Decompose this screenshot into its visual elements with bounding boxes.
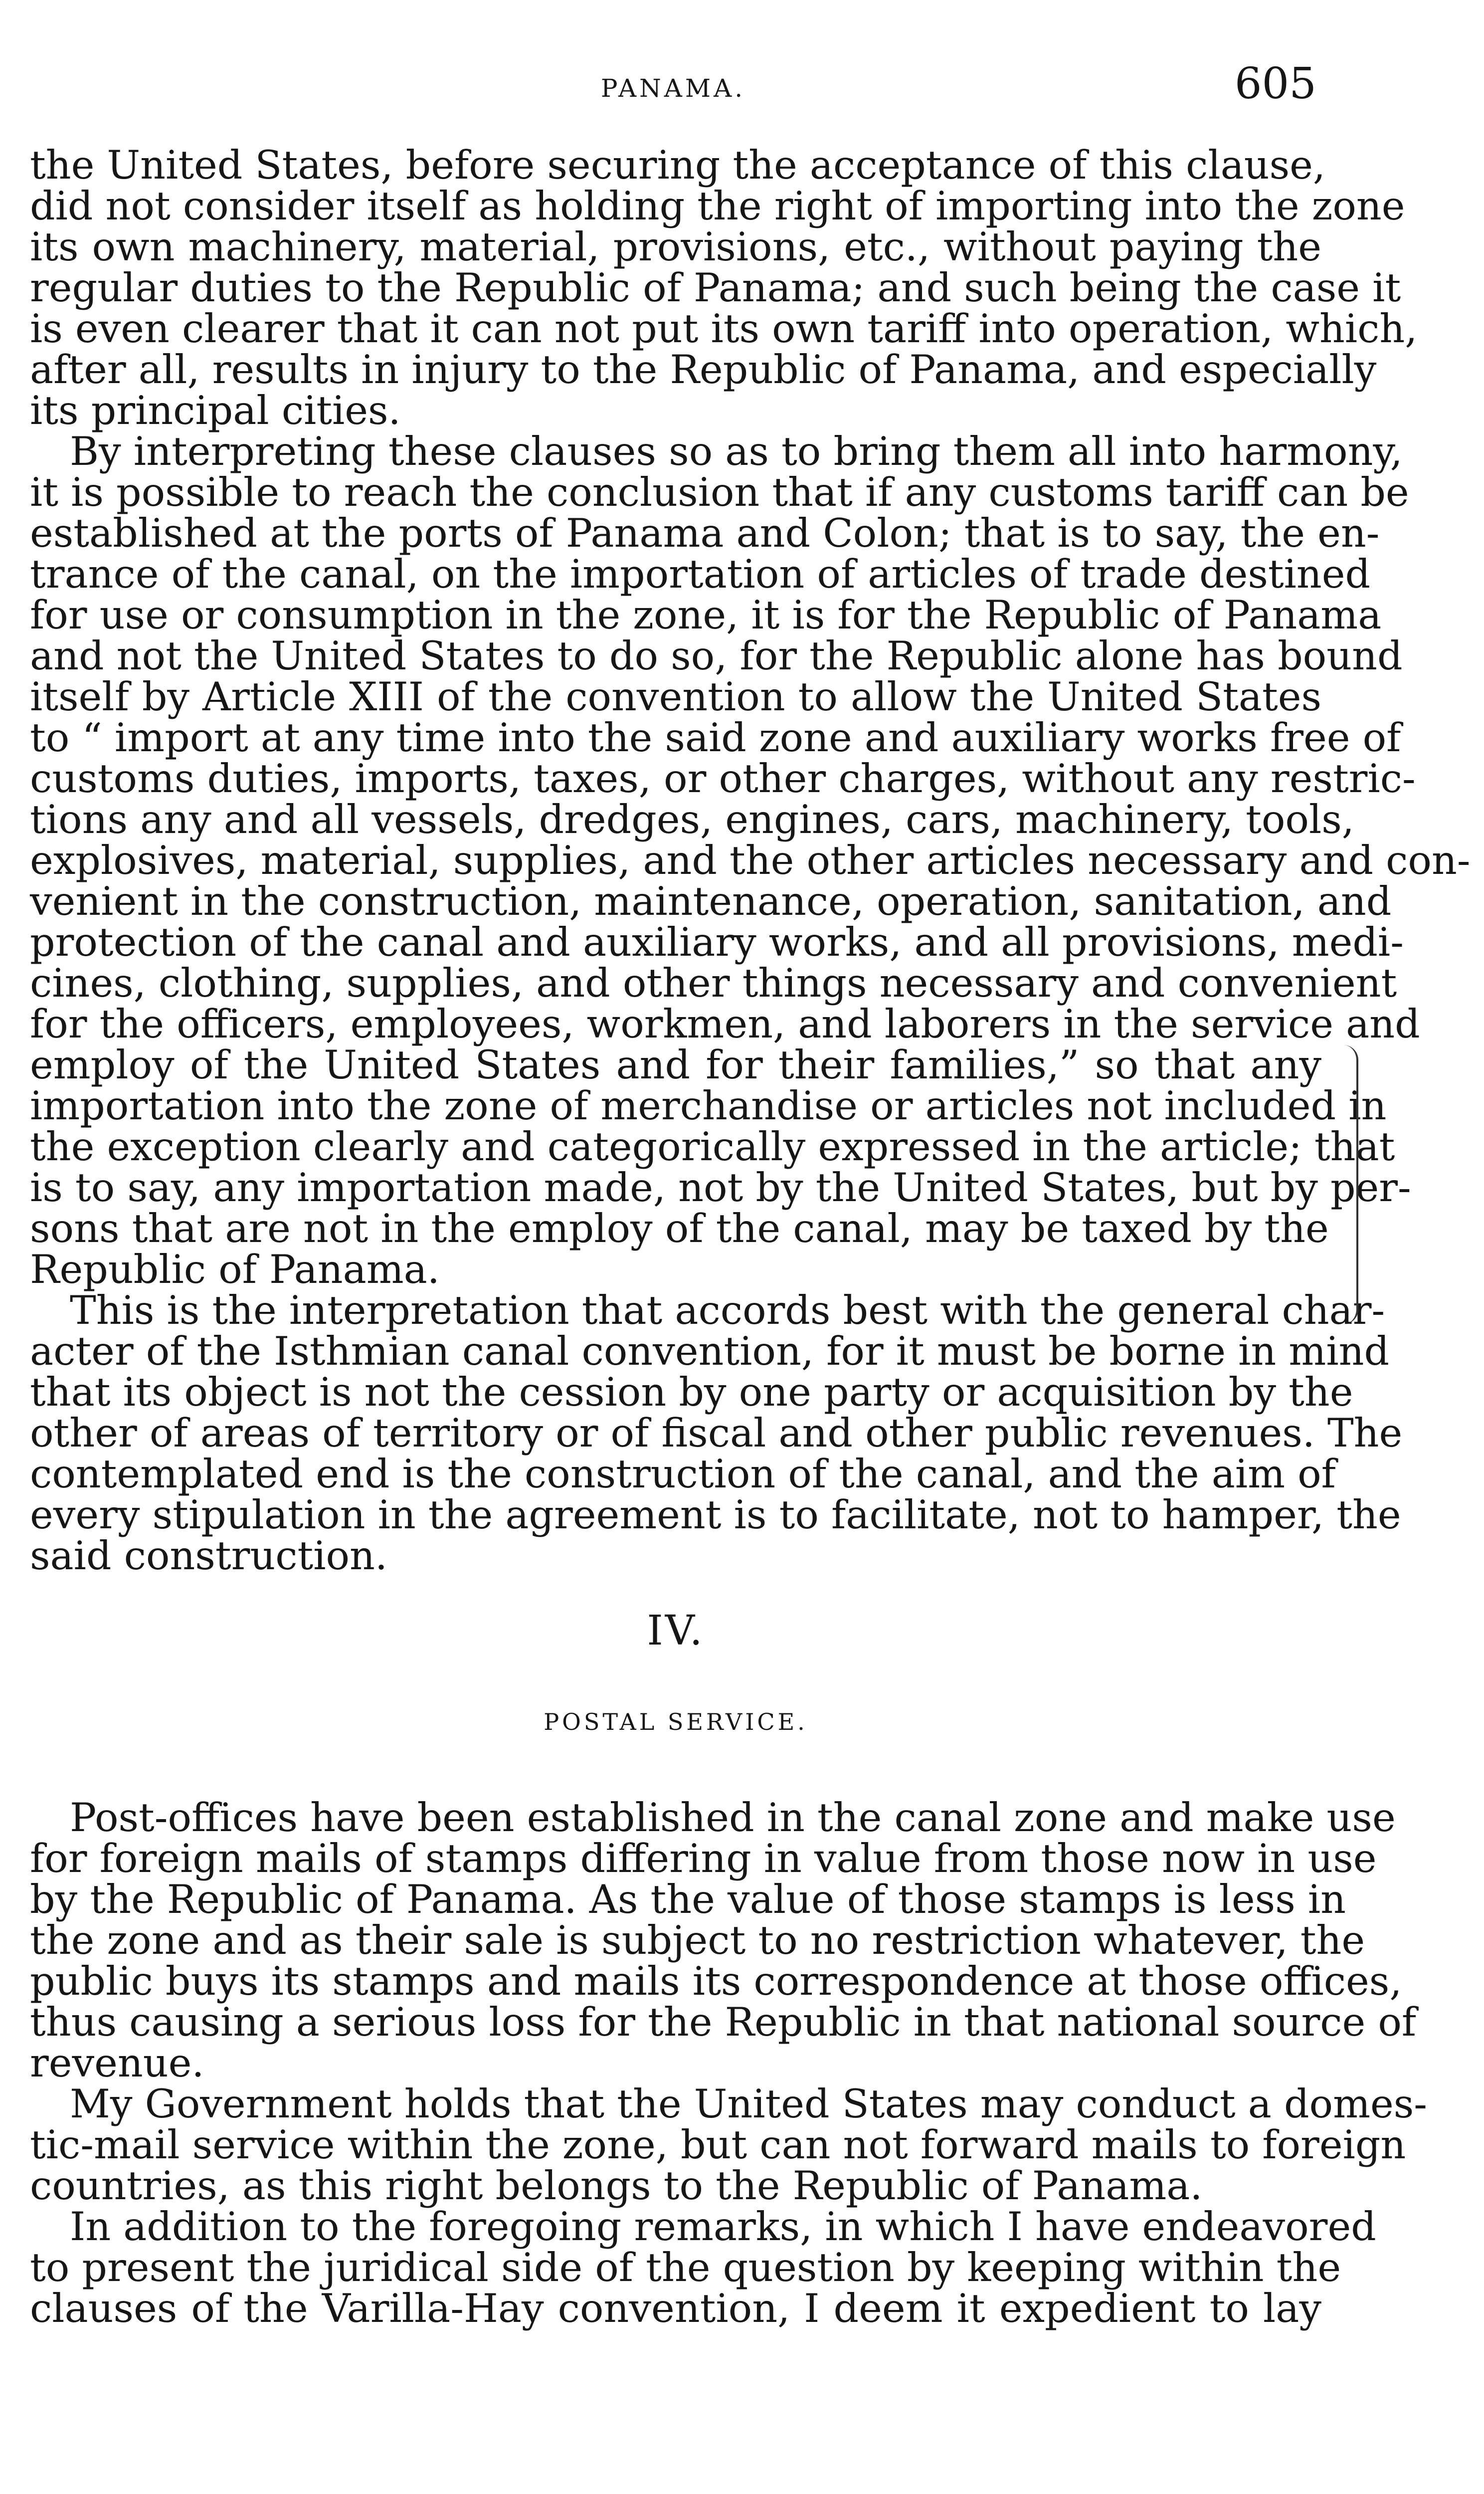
text-line: by the Republic of Panama. As the value of those stamps is less in — [30, 1876, 1346, 1922]
text-line: the exception clearly and categorically expressed in the article; that — [30, 1124, 1395, 1170]
text-line: for the officers, employees, workmen, and laborers in the service and — [30, 1001, 1420, 1047]
text-line: explosives, material, supplies, and the other articles necessary and con- — [30, 837, 1471, 883]
text-line: it is possible to reach the conclusion that if any customs tariff can be — [30, 469, 1409, 515]
text-line: every stipulation in the agreement is to facilitate, not to hamper, the — [30, 1492, 1401, 1538]
text-line: This is the interpretation that accords best with the general char- — [70, 1287, 1385, 1333]
paragraph-5 — [30, 2081, 1427, 2209]
text-line: sons that are not in the employ of the canal, may be taxed by the — [30, 1206, 1329, 1251]
text-line: and not the United States to do so, for the Republic alone has bound — [30, 633, 1403, 679]
text-line: established at the ports of Panama and Colon; that is to say, the en- — [30, 510, 1380, 556]
text-line: clauses of the Varilla-Hay convention, I deem it expedient to lay — [30, 2286, 1321, 2331]
text-line: importation into the zone of merchandise or articles not included in — [30, 1083, 1387, 1129]
text-line: In addition to the foregoing remarks, in which I have endeavored — [70, 2204, 1376, 2250]
text-line: venient in the construction, maintenance, operation, sanitation, and — [30, 878, 1392, 924]
text-line: is to say, any importation made, not by the United States, but by per- — [30, 1165, 1411, 1211]
section-title: POSTAL SERVICE. — [544, 1708, 808, 1735]
margin-bracket-mark — [1336, 1045, 1358, 1324]
text-line: countries, as this right belongs to the Republic of Panama. — [30, 2163, 1203, 2209]
text-line: is even clearer that it can not put its own tariff into operation, which, — [30, 306, 1418, 352]
text-line: itself by Article XIII of the convention to allow the United States — [30, 674, 1321, 720]
text-line: My Government holds that the United States may conduct a domes- — [70, 2081, 1427, 2127]
text-line: tic-mail service within the zone, but can not forward mails to foreign — [30, 2122, 1406, 2168]
text-line: customs duties, imports, taxes, or other charges, without any restric- — [30, 756, 1416, 802]
running-header — [30, 59, 1316, 109]
running-title: PANAMA. — [600, 74, 746, 103]
text-line: public buys its stamps and mails its correspondence at those offices, — [30, 1958, 1402, 2004]
text-line: for use or consumption in the zone, it is for the Republic of Panama — [30, 592, 1382, 638]
text-line: for foreign mails of stamps differing in value from those now in use — [30, 1836, 1377, 1881]
text-line: contemplated end is the construction of the canal, and the aim of — [30, 1451, 1336, 1497]
section-numeral: IV. — [647, 1607, 705, 1655]
text-line: other of areas of territory or of fiscal and other public revenues. The — [30, 1410, 1403, 1456]
text-line: its principal cities. — [30, 388, 401, 433]
text-line: By interpreting these clauses so as to bring them all into harmony, — [70, 428, 1403, 474]
page-number: 605 — [1234, 59, 1316, 109]
text-line: the zone and as their sale is subject to no restriction whatever, the — [30, 1917, 1365, 1963]
text-line: revenue. — [30, 2040, 204, 2086]
text-line: did not consider itself as holding the right of importing into the zone — [30, 183, 1405, 229]
paragraph-1 — [30, 142, 1418, 433]
text-line: said construction. — [30, 1533, 388, 1579]
paragraph-3 — [30, 1287, 1403, 1579]
body-text — [30, 142, 1471, 2331]
text-line: thus causing a serious loss for the Republic in that national source of — [30, 1999, 1417, 2045]
paragraph-2 — [30, 428, 1471, 1292]
paragraph-6 — [30, 2204, 1376, 2331]
text-line: tions any and all vessels, dredges, engines, cars, machinery, tools, — [30, 797, 1354, 842]
text-line: after all, results in injury to the Republic of Panama, and especially — [30, 347, 1377, 393]
paragraph-4 — [30, 1795, 1417, 2086]
text-line: the United States, before securing the acceptance of this clause, — [30, 142, 1325, 188]
text-line: acter of the Isthmian canal convention, for it must be borne in mind — [30, 1328, 1390, 1374]
text-line: to present the juridical side of the question by keeping within the — [30, 2245, 1341, 2290]
text-line: its own machinery, material, provisions, etc., without paying the — [30, 224, 1321, 270]
text-line: trance of the canal, on the importation of articles of trade destined — [30, 551, 1371, 597]
text-line: Post-offices have been established in the canal zone and make use — [70, 1795, 1396, 1841]
text-line: cines, clothing, supplies, and other things necessary and convenient — [30, 960, 1397, 1006]
text-line: that its object is not the cession by one party or acquisition by the — [30, 1369, 1353, 1415]
text-line: Republic of Panama. — [30, 1247, 440, 1292]
text-line: employ of the United States and for their families,” so that any — [30, 1042, 1321, 1088]
text-line: to “ import at any time into the said zone and auxiliary works free of — [30, 715, 1401, 761]
text-line: regular duties to the Republic of Panama; and such being the case it — [30, 265, 1401, 311]
text-line: protection of the canal and auxiliary works, and all provisions, medi- — [30, 919, 1404, 965]
